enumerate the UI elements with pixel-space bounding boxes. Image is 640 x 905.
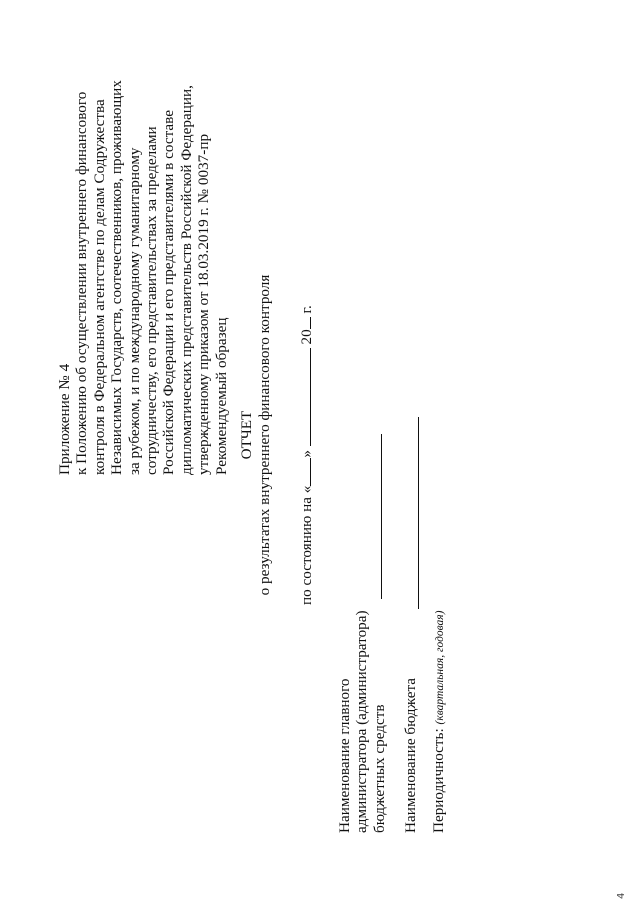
day-blank[interactable] (296, 458, 311, 486)
appendix-line: сотрудничеству, его представительствах за пределами (143, 126, 161, 475)
page-number: 4 (616, 892, 627, 899)
date-suffix: г. (298, 305, 315, 314)
appendix-line: утвержденному приказом от 18.03.2019 г. № 0037-пр (195, 133, 213, 475)
administrator-label-line: Наименование главного (336, 678, 353, 833)
report-subtitle: о результатах внутреннего финансового контроля (256, 274, 273, 596)
appendix-header (56, 55, 230, 475)
date-quote-close: » (298, 450, 315, 458)
administrator-label (336, 610, 388, 833)
administrator-label-line: бюджетных средств (370, 704, 388, 833)
administrator-fill-line[interactable] (381, 434, 382, 599)
report-title: ОТЧЕТ (238, 410, 255, 460)
periodicity-label: Периодичность: (430, 728, 447, 833)
appendix-line: Рекомендуемый образец (212, 317, 230, 475)
budget-label-text: Наименование бюджета (402, 677, 419, 833)
date-prefix: по состоянию на « (298, 485, 315, 605)
appendix-line: дипломатических представительств Российской Федерации, (177, 85, 195, 475)
budget-fill-line[interactable] (418, 417, 419, 609)
appendix-line: к Положению об осуществлении внутреннего финансового (73, 91, 91, 475)
month-blank[interactable] (296, 348, 311, 446)
appendix-line: за рубежом, и по международному гуманитарному (125, 147, 143, 475)
report-date-line (296, 305, 316, 605)
year-blank[interactable] (296, 317, 311, 329)
appendix-line: контроля в Федеральном агентстве по делам Содружества (90, 99, 108, 475)
budget-label (402, 678, 419, 833)
periodicity-row (430, 611, 449, 833)
year-prefix: 20 (298, 329, 315, 345)
appendix-line: Приложение № 4 (56, 363, 73, 475)
appendix-line: Независимых Государств, соотечественников, проживающих (108, 80, 126, 475)
appendix-line: Российской Федерации и его представителями в составе (160, 110, 178, 475)
periodicity-hint: (квартальная, годовая) (434, 610, 446, 725)
administrator-label-line: администратора (администратора) (353, 610, 371, 833)
